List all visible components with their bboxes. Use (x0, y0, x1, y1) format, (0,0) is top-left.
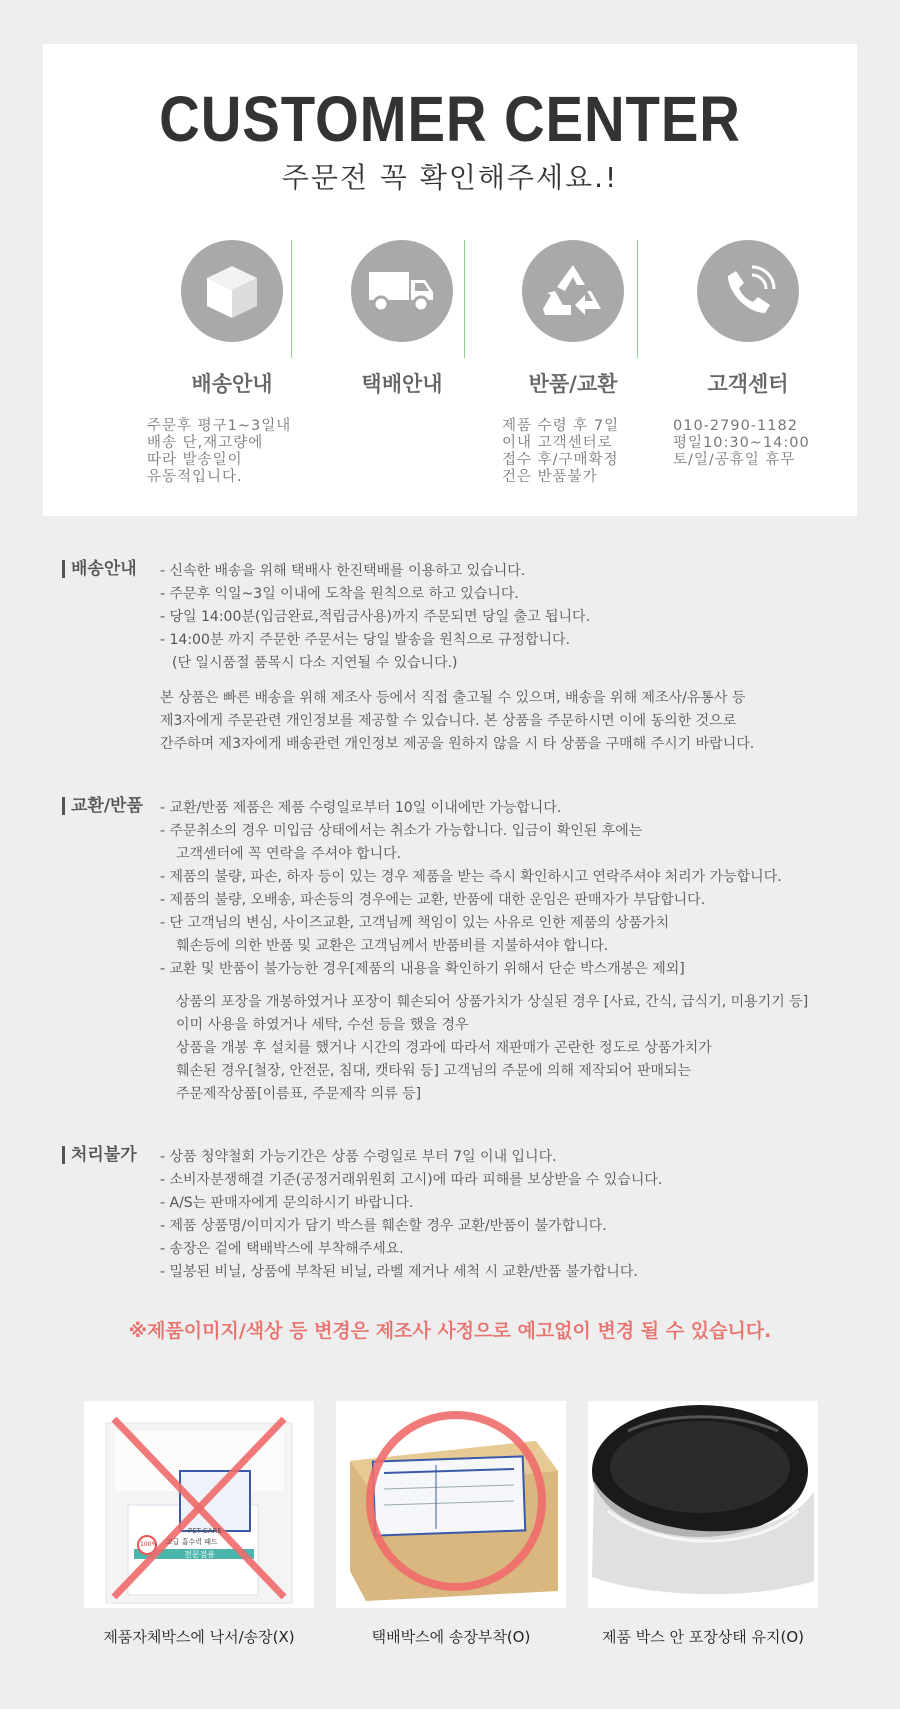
page-title: CUSTOMER CENTER (159, 83, 741, 155)
info-line: - 14:00분 까지 주문한 주문서는 당일 발송을 원칙으로 규정합니다. (160, 632, 571, 648)
product-box-image (84, 1401, 314, 1608)
box-label: 고급 흡수력 패드 (166, 1538, 218, 1546)
info-line: - 제품의 불량, 파손, 하자 등이 있는 경우 제품을 받는 즉시 확인하시고 연락주셔야 처리가 가능합니다. (160, 869, 782, 885)
divider (464, 240, 465, 358)
box-label: PET-CARE (188, 1527, 222, 1535)
box-icon (181, 240, 283, 342)
column-text: 주문후 평구1~3일내 배송 단,재고량에 따라 발송일이 유동적입니다. (147, 418, 292, 485)
section-label: 처리불가 (62, 1146, 137, 1164)
paragraph-line: 훼손된 경우[철장, 안전문, 침대, 캣타워 등] 고객님의 주문에 의해 제작되어 판매되는 (176, 1063, 692, 1079)
column-text: 제품 수령 후 7일 이내 고객센터로 접수 후/구매확정 건은 반품불가 (502, 418, 620, 485)
column-title: 반품/교환 (528, 372, 618, 396)
photo-caption: 제품 박스 안 포장상태 유지(O) (602, 1628, 804, 1646)
packaging-image (588, 1401, 818, 1608)
info-line: - 교환 및 반품이 불가능한 경우[제품의 내용을 확인하기 위해서 단순 박스개봉은 제외] (160, 961, 685, 977)
recycle-icon (522, 240, 624, 342)
column-text: 010-2790-1182 평일10:30~14:00 토/일/공휴일 휴무 (673, 418, 810, 468)
info-line: 고객센터에 꼭 연락을 주셔야 합니다. (176, 846, 402, 862)
photo-courier-box (336, 1401, 566, 1608)
section-label: 배송안내 (62, 560, 137, 578)
photo-caption: 제품자체박스에 낙서/송장(X) (103, 1628, 295, 1646)
phone-icon (697, 240, 799, 342)
paragraph-line: 상품의 포장을 개봉하였거나 포장이 훼손되어 상품가치가 상실된 경우 [사료, 간식, 급식기, 미용기기 등] (176, 994, 809, 1010)
paragraph-line: 주문제작상품[이름표, 주문제작 의류 등] (176, 1086, 422, 1102)
truck-icon (351, 240, 453, 342)
info-line: - 당일 14:00분(입금완료,적립금사용)까지 주문되면 당일 출고 됩니다. (160, 609, 591, 625)
box-badge: 100% (140, 1541, 158, 1548)
info-line: - 상품 청약철회 가능기간은 상품 수령일로 부터 7일 이내 입니다. (160, 1149, 557, 1165)
info-line: - 교환/반품 제품은 제품 수령일로부터 10일 이내에만 가능합니다. (160, 800, 562, 816)
info-line: 훼손등에 의한 반품 및 교환은 고객님께서 반품비를 지불하셔야 합니다. (176, 938, 609, 954)
photo-packaging (588, 1401, 818, 1608)
divider (637, 240, 638, 358)
privacy-paragraph (160, 687, 880, 756)
exception-paragraph (160, 991, 880, 1106)
column-title: 택배안내 (361, 372, 443, 396)
paragraph-line: 상품을 개봉 후 설치를 했거나 시간의 경과에 따라서 재판매가 곤란한 정도로 상품가치가 (176, 1040, 712, 1056)
courier-box-image (336, 1401, 566, 1608)
info-line: - 단 고객님의 변심, 사이즈교환, 고객님께 책임이 있는 사유로 인한 제품의 상품가치 (160, 915, 670, 931)
paragraph-line: 간주하며 제3자에게 배송관련 개인정보 제공을 원하지 않을 시 타 상품을 구매해 주시기 바랍니다. (160, 736, 755, 752)
page-subtitle: 주문전 꼭 확인해주세요.! (281, 161, 619, 194)
info-line: - 신속한 배송을 위해 택배사 한진택배를 이용하고 있습니다. (160, 563, 526, 579)
photo-product-box (84, 1401, 314, 1608)
section-body (160, 1146, 880, 1284)
column-cs (663, 240, 833, 469)
box-label: 전문점용 (184, 1550, 215, 1559)
paragraph-line: 본 상품은 빠른 배송을 위해 제조사 등에서 직접 출고될 수 있으며, 배송을 위해 제조사/유통사 등 (160, 690, 746, 706)
section-body (160, 797, 880, 1106)
info-line: - 송장은 겉에 택배박스에 부착해주세요. (160, 1241, 404, 1257)
section-body (160, 560, 880, 756)
paragraph-line: 이미 사용을 하였거나 세탁, 수선 등을 했을 경우 (176, 1017, 469, 1033)
info-line: - 밀봉된 비닐, 상품에 부착된 비닐, 라벨 제거나 세척 시 교환/반품 불가합니다. (160, 1264, 638, 1280)
section-label: 교환/반품 (62, 797, 143, 815)
paragraph-line: 제3자에게 주문관련 개인정보를 제공할 수 있습니다. 본 상품을 주문하시면 이에 동의한 것으로 (160, 713, 737, 729)
column-courier (317, 240, 487, 418)
info-line: - 주문후 익일~3일 이내에 도착을 원칙으로 하고 있습니다. (160, 586, 519, 602)
info-line: (단 일시품절 품목시 다소 지연될 수 있습니다.) (172, 655, 458, 671)
column-title: 배송안내 (191, 372, 273, 396)
customer-center-card (43, 44, 857, 516)
info-line: - 제품의 불량, 오배송, 파손등의 경우에는 교환, 반품에 대한 운임은 판매자가 부담합니다. (160, 892, 706, 908)
info-line: - A/S는 판매자에게 문의하시기 바랍니다. (160, 1195, 414, 1211)
column-title: 고객센터 (707, 372, 789, 396)
divider (291, 240, 292, 358)
info-line: - 소비자분쟁해결 기준(공정거래위원회 고시)에 따라 피해를 보상받을 수 있습니다. (160, 1172, 663, 1188)
info-line: - 제품 상품명/이미지가 담기 박스를 훼손할 경우 교환/반품이 불가합니다. (160, 1218, 607, 1234)
column-return (488, 240, 658, 486)
photo-caption: 택배박스에 송장부착(O) (371, 1628, 531, 1646)
info-line: - 주문취소의 경우 미입금 상태에서는 취소가 가능합니다. 입금이 확인된 후에는 (160, 823, 643, 839)
change-notice: ※제품이미지/색상 등 변경은 제조사 사정으로 예고없이 변경 될 수 있습니다. (128, 1320, 772, 1342)
